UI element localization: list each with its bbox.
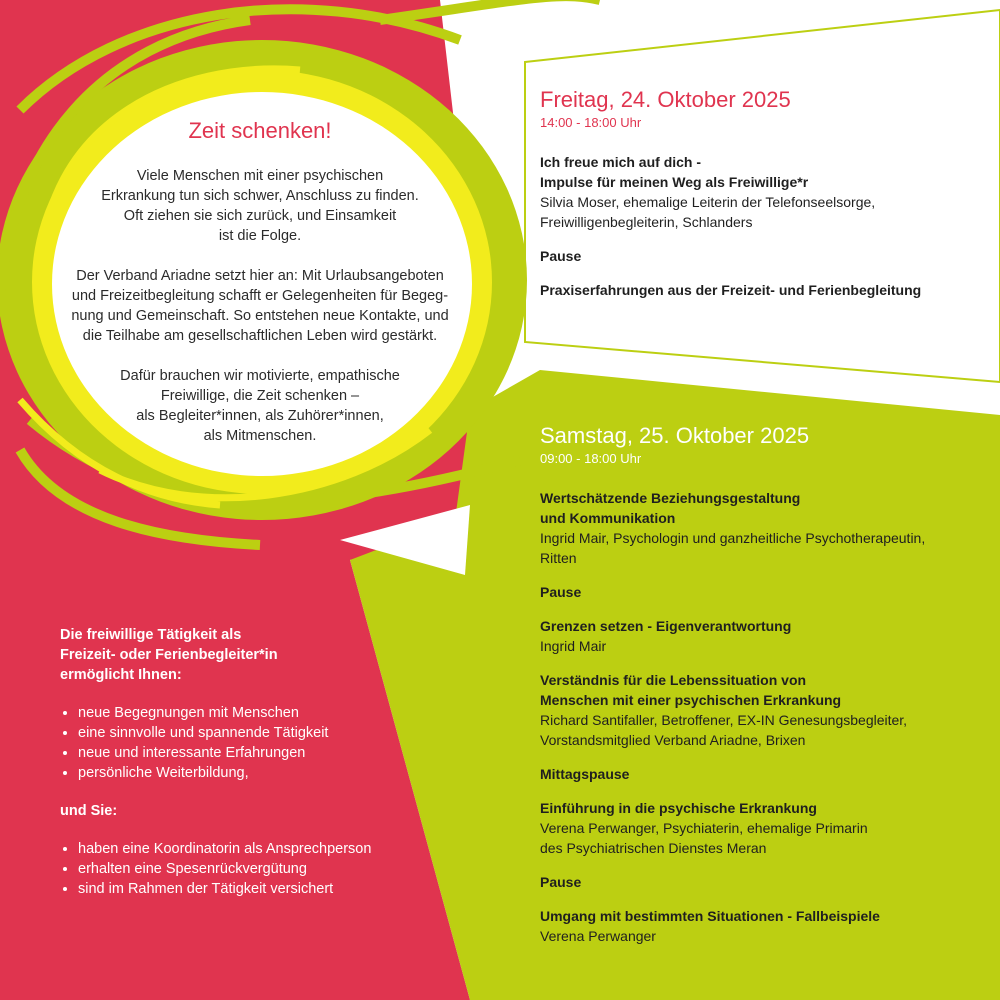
intro-section — [60, 118, 460, 466]
session-speaker: Verena Perwanger, Psychiaterin, ehemalige Primarin des Psychiatrischen Dienstes Meran — [540, 820, 868, 856]
friday-date: Freitag, 24. Oktober 2025 — [540, 87, 791, 112]
session-speaker: Ingrid Mair — [540, 638, 607, 654]
session-title: Umgang mit bestimmten Situationen - Fallbeispiele — [540, 908, 880, 924]
intro-paragraph-3: Dafür brauchen wir motivierte, empathische Freiwillige, die Zeit schenken – als Begleiter*innen, als Zuhörer*innen, als Mitmenschen. — [120, 368, 400, 444]
benefits-list-item: • neue und interessante Erfahrungen — [78, 743, 420, 763]
friday-program — [540, 86, 980, 314]
benefits-heading: Die freiwillige Tätigkeit als Freizeit- oder Ferienbegleiter*in ermöglicht Ihnen: — [60, 627, 278, 683]
session-item — [540, 582, 980, 602]
benefits-list-item: • eine sinnvolle und spannende Tätigkeit — [78, 723, 420, 743]
benefits-list-item: • haben eine Koordinatorin als Ansprechperson — [78, 839, 420, 859]
session-item — [540, 872, 980, 892]
intro-title: Zeit schenken! — [188, 118, 332, 143]
session-item — [540, 246, 980, 266]
intro-paragraph-1: Viele Menschen mit einer psychischen Erkrankung tun sich schwer, Anschluss zu finden. Oft ziehen sie sich zurück, und Einsamkeit ist die Folge. — [101, 168, 419, 244]
session-speaker: Richard Santifaller, Betroffener, EX-IN Genesungsbegleiter, Vorstandsmitglied Verband Ariadne, Brixen — [540, 712, 908, 748]
benefits-list-2 — [60, 839, 420, 899]
session-title: Pause — [540, 248, 582, 264]
session-item — [540, 906, 980, 946]
benefits-subheading: und Sie: — [60, 803, 118, 819]
session-item — [540, 280, 980, 300]
saturday-date: Samstag, 25. Oktober 2025 — [540, 423, 810, 448]
session-speaker: Ingrid Mair, Psychologin und ganzheitliche Psychotherapeutin, Ritten — [540, 530, 926, 566]
benefits-list-item: • persönliche Weiterbildung, — [78, 763, 420, 783]
session-speaker: Verena Perwanger — [540, 928, 656, 944]
session-item — [540, 152, 980, 232]
benefits-section — [60, 625, 420, 899]
session-title: Pause — [540, 584, 582, 600]
session-title: Grenzen setzen - Eigenverantwortung — [540, 618, 792, 634]
session-title: Ich freue mich auf dich - Impulse für meinen Weg als Freiwillige*r — [540, 154, 809, 190]
saturday-program — [540, 422, 980, 960]
benefits-list-item: • sind im Rahmen der Tätigkeit versichert — [78, 879, 420, 899]
friday-time: 14:00 - 18:00 Uhr — [540, 115, 642, 130]
session-title: Praxiserfahrungen aus der Freizeit- und Ferienbegleitung — [540, 282, 922, 298]
session-title: Wertschätzende Beziehungsgestaltung und Kommunikation — [540, 490, 801, 526]
benefits-list-item: • erhalten eine Spesenrückvergütung — [78, 859, 420, 879]
saturday-time: 09:00 - 18:00 Uhr — [540, 451, 642, 466]
benefits-list — [60, 703, 420, 783]
session-item — [540, 488, 980, 568]
session-item — [540, 670, 980, 750]
session-item — [540, 616, 980, 656]
session-item — [540, 764, 980, 784]
session-item — [540, 798, 980, 858]
benefits-list-item: • neue Begegnungen mit Menschen — [78, 703, 420, 723]
session-title: Mittagspause — [540, 766, 630, 782]
session-speaker: Silvia Moser, ehemalige Leiterin der Telefonseelsorge, Freiwilligenbegleiterin, Schlanders — [540, 194, 876, 230]
session-title: Verständnis für die Lebenssituation von Menschen mit einer psychischen Erkrankung — [540, 672, 842, 708]
intro-paragraph-2: Der Verband Ariadne setzt hier an: Mit Urlaubsangeboten und Freizeitbegleitung schafft er Gelegenheiten für Begeg- nung und Gemeinschaft. So entstehen neue Kontakte, und die Teilhabe am gesellschaftlichen Leben wird gestärkt. — [71, 268, 449, 344]
session-title: Einführung in die psychische Erkrankung — [540, 800, 817, 816]
session-title: Pause — [540, 874, 582, 890]
